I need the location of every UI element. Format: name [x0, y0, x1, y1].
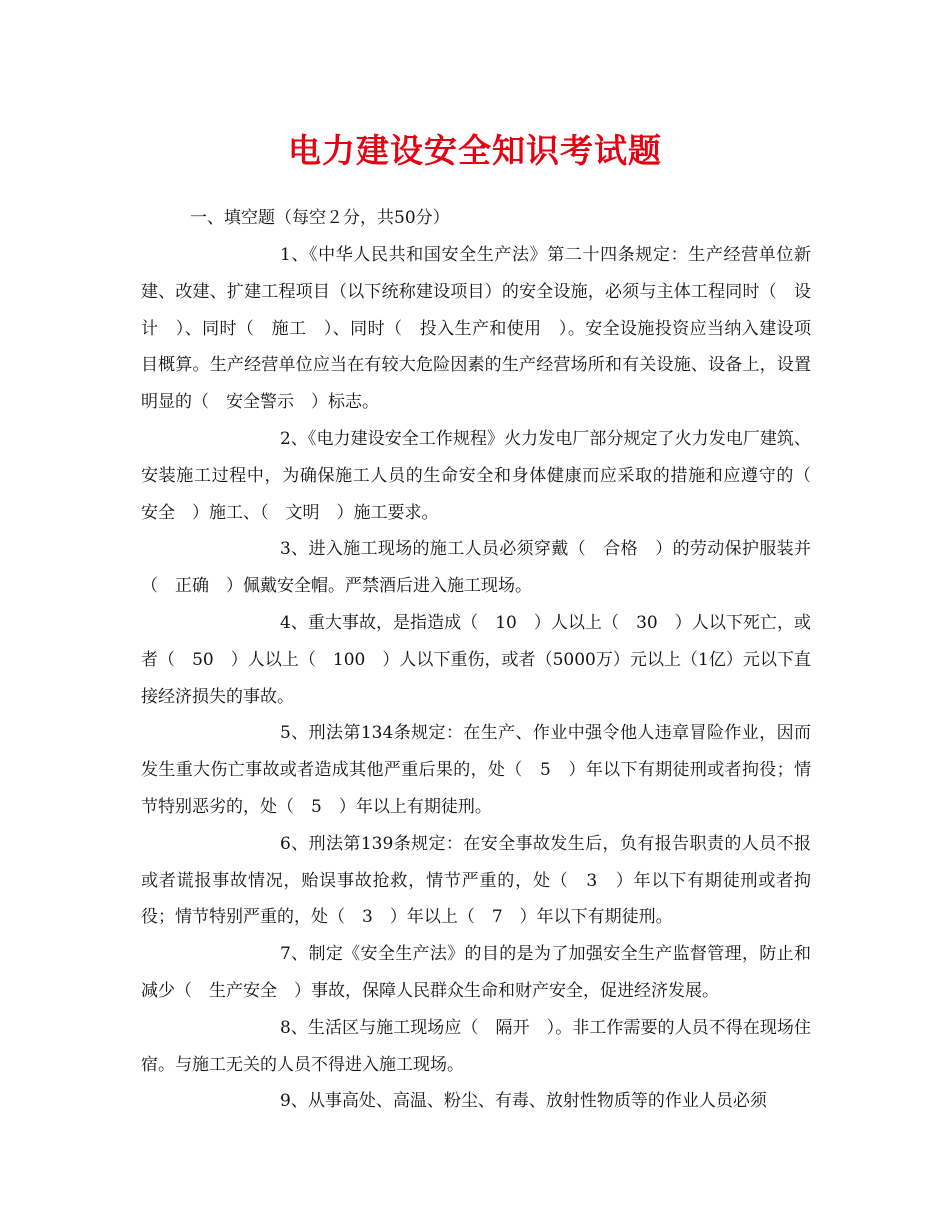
question-list	[141, 237, 828, 1120]
question-8: 8、生活区与施工现场应（ 隔开 ）。非工作需要的人员不得在现场住宿。与施工无关的人员不得进入施工现场。	[141, 1017, 811, 1075]
question-9: 9、从事高处、高温、粉尘、有毒、放射性物质等的作业人员必须	[280, 1091, 767, 1112]
question-5: 5、刑法第134条规定：在生产、作业中强令他人违章冒险作业，因而发生重大伤亡事故或者造成其他严重后果的，处（ 5 ）年以下有期徒刑或者拘役；情节特别恶劣的，处（ 5 ）年以上有期徒刑。	[141, 723, 811, 817]
question-7: 7、制定《安全生产法》的目的是为了加强安全生产监督管理，防止和减少（ 生产安全 ）事故，保障人民群众生命和财产安全，促进经济发展。	[141, 944, 811, 1001]
question-4: 4、重大事故，是指造成（ 10 ）人以上（ 30 ）人以下死亡，或者（ 50 ）人以上（ 100 ）人以下重伤，或者（5000万）元以上（1亿）元以下直接经济损失的事故。	[141, 612, 811, 707]
section-heading: 一、填空题（每空２分，共50分）	[190, 208, 450, 228]
question-6: 6、刑法第139条规定：在安全事故发生后，负有报告职责的人员不报或者谎报事故情况，贻误事故抢救，情节严重的，处（ 3 ）年以下有期徒刑或者拘役；情节特别严重的，处（ 3 ）年以上（ 7 ）年以下有期徒刑。	[141, 833, 811, 928]
question-2: 2、《电力建设安全工作规程》火力发电厂部分规定了火力发电厂建筑、安装施工过程中，为确保施工人员的生命安全和身体健康而应采取的措施和应遵守的（ 安全 ）施工、（ 文明 ）施工要求。	[141, 428, 828, 523]
question-3: 3、进入施工现场的施工人员必须穿戴（ 合格 ）的劳动保护服装并（ 正确 ）佩戴安全帽。严禁酒后进入施工现场。	[141, 539, 811, 597]
question-1: 1、《中华人民共和国安全生产法》第二十四条规定：生产经营单位新建、改建、扩建工程项目（以下统称建设项目）的安全设施，必须与主体工程同时（ 设计 ）、同时（ 施工 ）、同时（ 投入生产和使用 ）。安全设施投资应当纳入建设项目概算。生产经营单位应当在有较大危险因素的生产经营场所和有关设施、设备上，设置明显的（ 安全警示 ）标志。	[141, 245, 811, 413]
document-title: 电力建设安全知识考试题	[288, 131, 662, 170]
